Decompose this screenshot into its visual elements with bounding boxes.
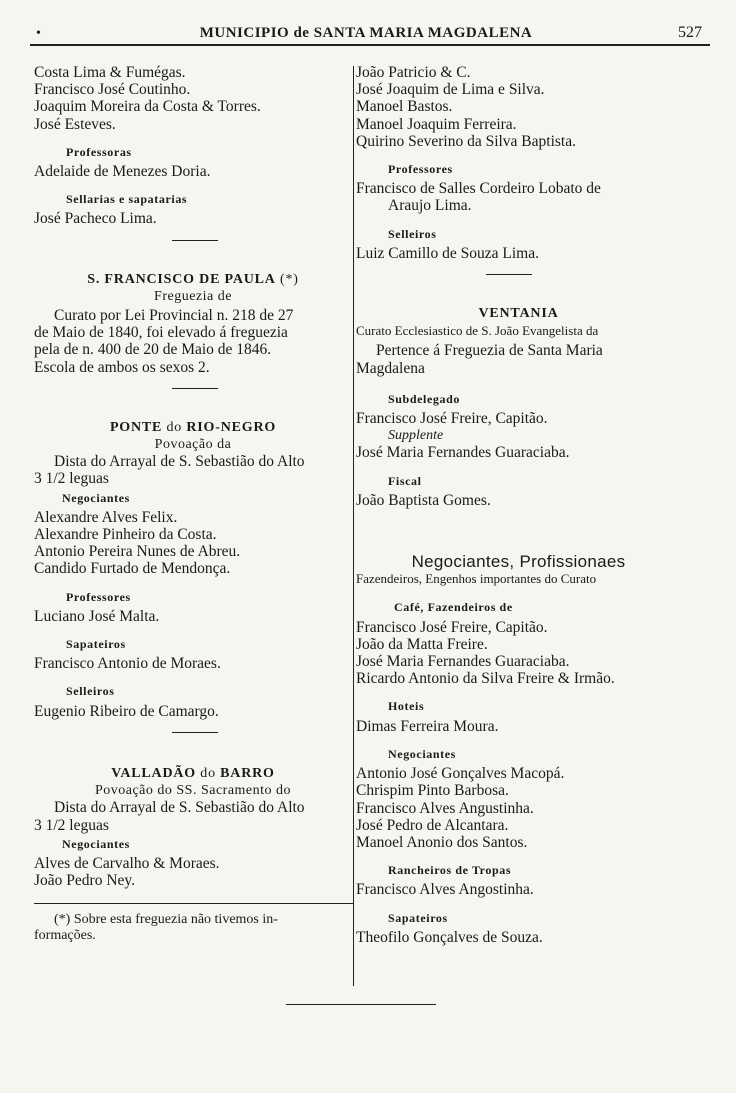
list-item: Francisco Alves Angustinha.	[356, 799, 534, 817]
list-item: Candido Furtado de Mendonça.	[34, 560, 231, 578]
list-item: José Pacheco Lima.	[34, 210, 157, 228]
subheading-professores: Professores	[388, 162, 453, 177]
subheading-hoteis: Hoteis	[388, 699, 425, 714]
paragraph-line: Pertence á Freguezia de Santa Maria	[376, 342, 603, 360]
list-item: Francisco José Coutinho.	[34, 81, 191, 99]
list-item: Chrispim Pinto Barbosa.	[356, 782, 509, 800]
list-item: Francisco Antonio de Moraes.	[34, 655, 221, 673]
section-title-ventania: VENTANIA	[478, 306, 559, 322]
list-item: Antonio Pereira Nunes de Abreu.	[34, 543, 241, 561]
list-item: Ricardo Antonio da Silva Freire & Irmão.	[356, 670, 615, 688]
list-item: José Maria Fernandes Guaraciaba.	[356, 653, 570, 671]
section-subtitle: Fazendeiros, Engenhos importantes do Curato	[356, 571, 597, 587]
section-title-sao-francisco-de-paula	[34, 271, 352, 288]
list-item: Luciano José Malta.	[34, 607, 160, 625]
paragraph-line: Curato por Lei Provincial n. 218 de 27	[54, 307, 294, 325]
list-item: Manoel Bastos.	[356, 98, 453, 116]
list-item: Alexandre Alves Felix.	[34, 508, 178, 526]
subheading-negociantes: Negociantes	[388, 746, 456, 761]
list-item: Alves de Carvalho & Moraes.	[34, 854, 220, 872]
section-subtitle: Freguezia de	[154, 288, 232, 304]
footnote	[34, 912, 352, 944]
page-header	[30, 24, 702, 46]
subheading-fiscal: Fiscal	[388, 473, 422, 488]
list-item: José Esteves.	[34, 115, 116, 133]
header-title: MUNICIPIO de SANTA MARIA MAGDALENA	[199, 25, 533, 41]
list-item: Francisco José Freire, Capitão.	[356, 618, 548, 636]
footnote-line: formações.	[34, 928, 96, 944]
list-item: João da Matta Freire.	[356, 635, 488, 653]
title-part: PONTE	[109, 419, 163, 435]
list-item: Francisco Alves Angostinha.	[356, 881, 534, 899]
list-item: Alexandre Pinheiro da Costa.	[34, 526, 217, 544]
paragraph-line: pela de n. 400 de 20 de Maio de 1846.	[34, 341, 272, 359]
title-part: do	[162, 419, 187, 435]
list-item: Eugenio Ribeiro de Camargo.	[34, 702, 219, 720]
title-part: do	[195, 765, 221, 781]
header-rule	[30, 44, 710, 46]
paragraph-line: Escola de ambos os sexos 2.	[34, 358, 210, 376]
footnote-line: (*) Sobre esta freguezia não tivemos in-	[54, 912, 278, 928]
subheading-selleiros: Selleiros	[66, 684, 115, 699]
subheading-professores: Professores	[66, 589, 131, 604]
section-title-ponte-do-rio-negro	[34, 419, 352, 436]
subheading-sellarias: Sellarias e sapatarias	[66, 192, 188, 207]
section-title-negociantes-profissionaes: Negociantes, Profissionaes	[411, 552, 626, 572]
list-item: Manoel Anonio dos Santos.	[356, 833, 528, 851]
paragraph-line: Magdalena	[356, 359, 425, 377]
section-subtitle: Povoação da	[154, 437, 232, 453]
subheading-supplente: Supplente	[388, 428, 444, 444]
list-item: Antonio José Gonçalves Macopá.	[356, 765, 565, 783]
header-mark: •	[36, 26, 41, 41]
title-part: BARRO	[220, 765, 275, 781]
title-part: RIO-NEGRO	[186, 419, 277, 435]
column-divider	[353, 66, 354, 986]
list-item: José Joaquim de Lima e Silva.	[356, 81, 545, 99]
left-column	[34, 64, 352, 944]
list-item: Costa Lima & Fumégas.	[34, 64, 186, 81]
list-item: Dimas Ferreira Moura.	[356, 717, 499, 735]
title-part: VALLADÃO	[111, 765, 196, 781]
subheading-cafe: Café, Fazendeiros de	[394, 600, 513, 615]
bottom-rule	[286, 1004, 436, 1005]
subheading-negociantes: Negociantes	[62, 836, 130, 851]
list-item: José Pedro de Alcantara.	[356, 816, 509, 834]
distance-line: Dista do Arrayal de S. Sebastião do Alto	[54, 453, 305, 471]
list-item: Manoel Joaquim Ferreira.	[356, 115, 517, 133]
distance-line: 3 1/2 leguas	[34, 816, 109, 834]
footnote-rule	[34, 903, 354, 904]
paragraph-line: Curato Ecclesiastico de S. João Evangelista da	[356, 323, 599, 339]
subheading-subdelegado: Subdelegado	[388, 391, 460, 406]
subheading-sapateiros: Sapateiros	[388, 910, 448, 925]
subheading-rancheiros: Rancheiros de Tropas	[388, 863, 512, 878]
footnote-marker: (*)	[275, 271, 299, 287]
list-item: Francisco de Salles Cordeiro Lobato de	[356, 180, 601, 198]
section-title: S. FRANCISCO DE PAULA	[87, 271, 276, 287]
list-item: José Maria Fernandes Guaraciaba.	[356, 444, 570, 462]
subheading-selleiros: Selleiros	[388, 226, 437, 241]
list-item: Joaquim Moreira da Costa & Torres.	[34, 98, 261, 116]
list-item: Theofilo Gonçalves de Souza.	[356, 928, 543, 946]
list-item: Luiz Camillo de Souza Lima.	[356, 244, 539, 262]
right-column	[356, 64, 681, 946]
section-title-valladao-do-barro	[34, 765, 352, 782]
subheading-negociantes: Negociantes	[62, 490, 130, 505]
section-subtitle: Povoação do SS. Sacramento do	[94, 783, 292, 799]
subheading-sapateiros: Sapateiros	[66, 637, 126, 652]
subheading-professoras: Professoras	[66, 144, 132, 159]
distance-line: Dista do Arrayal de S. Sebastião do Alto	[54, 799, 305, 817]
list-item: João Baptista Gomes.	[356, 491, 491, 509]
list-item: João Pedro Ney.	[34, 872, 136, 890]
list-item: Francisco José Freire, Capitão.	[356, 410, 548, 428]
page-number: 527	[678, 24, 702, 41]
list-item: João Patricio & C.	[356, 64, 471, 81]
list-item: Quirino Severino da Silva Baptista.	[356, 132, 576, 150]
paragraph-line: de Maio de 1840, foi elevado á freguezia	[34, 324, 288, 342]
list-item: Adelaide de Menezes Doria.	[34, 163, 211, 181]
list-item-continuation: Araujo Lima.	[388, 197, 472, 215]
distance-line: 3 1/2 leguas	[34, 470, 109, 488]
